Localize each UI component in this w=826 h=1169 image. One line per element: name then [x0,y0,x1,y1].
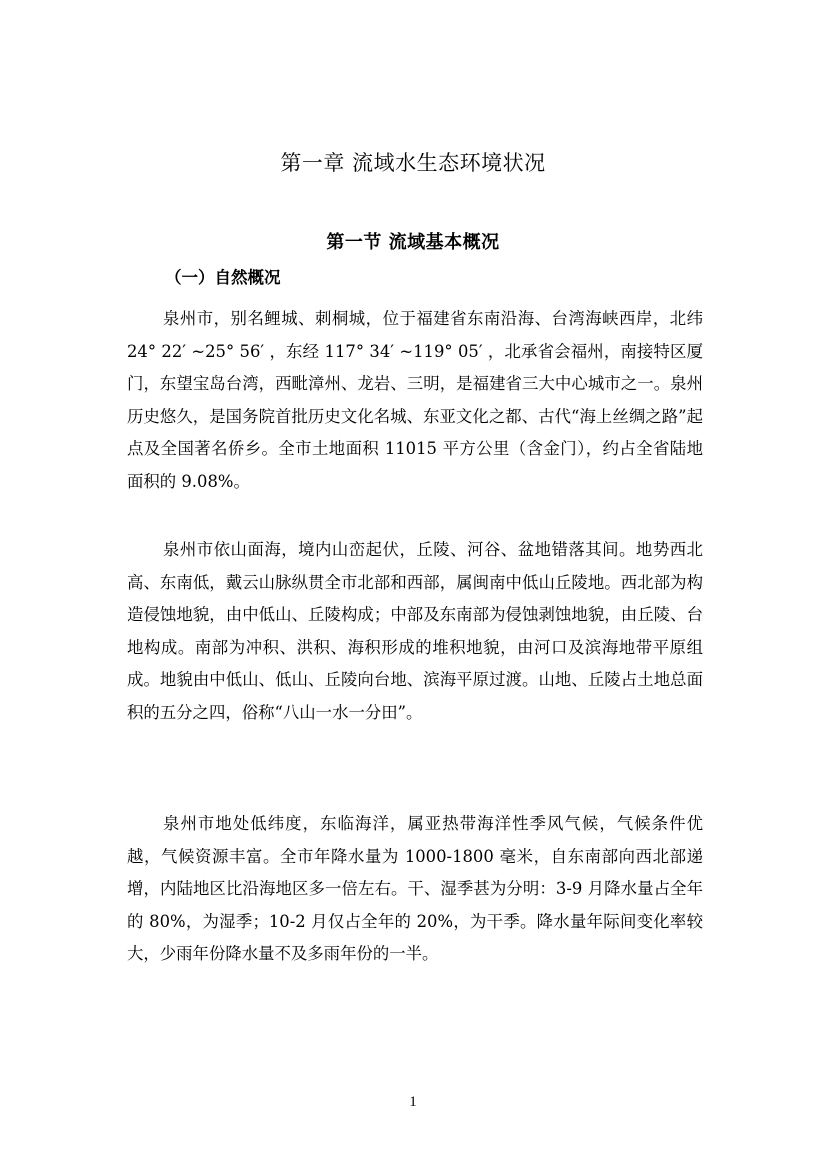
paragraph-climate: 泉州市地处低纬度，东临海洋，属亚热带海洋性季风气候，气候条件优越，气候资源丰富。全市年降水量为 1000-1800 毫米，自东南部向西北部递增，内陆地区比沿海地区多一倍左右。干、湿季甚为分明：3-9 月降水量占全年的 80%，为湿季；10-2 月仅占全年的 20%，为干季。降水量年际间变化率较大，少雨年份降水量不及多雨年份的一半。 [127,814,703,964]
paragraph-terrain: 泉州市依山面海，境内山峦起伏，丘陵、河谷、盆地错落其间。地势西北高、东南低，戴云山脉纵贯全市北部和西部，属闽南中低山丘陵地。西北部为构造侵蚀地貌，由中低山、丘陵构成；中部及东南部为侵蚀剥蚀地貌，由丘陵、台地构成。南部为冲积、洪积、海积形成的堆积地貌，由河口及滨海地带平原组成。地貌由中低山、低山、丘陵向台地、滨海平原过渡。山地、丘陵占土地总面积的五分之四，俗称“八山一水一分田”。 [127,540,703,722]
page-number: 1 [409,1094,417,1110]
paragraph-location: 泉州市，别名鲤城、刺桐城，位于福建省东南沿海、台湾海峡西岸，北纬 24° 22′ ~25° 56′ ，东经 117° 34′ ~119° 05′ ，北承省会福州，南接特区厦门，东望宝岛台湾，西毗漳州、龙岩、三明，是福建省三大中心城市之一。泉州历史悠久，是国务院首批历史文化名城、东亚文化之都、古代“海上丝绸之路”起点及全国著名侨乡。全市土地面积 11015 平方公里（含金门），约占全省陆地面积的 9.08%。 [127,309,703,491]
subsection-title: （一）自然概况 [165,268,281,287]
chapter-title: 第一章 流域水生态环境状况 [280,151,546,175]
section-title: 第一节 流域基本概况 [326,232,500,253]
